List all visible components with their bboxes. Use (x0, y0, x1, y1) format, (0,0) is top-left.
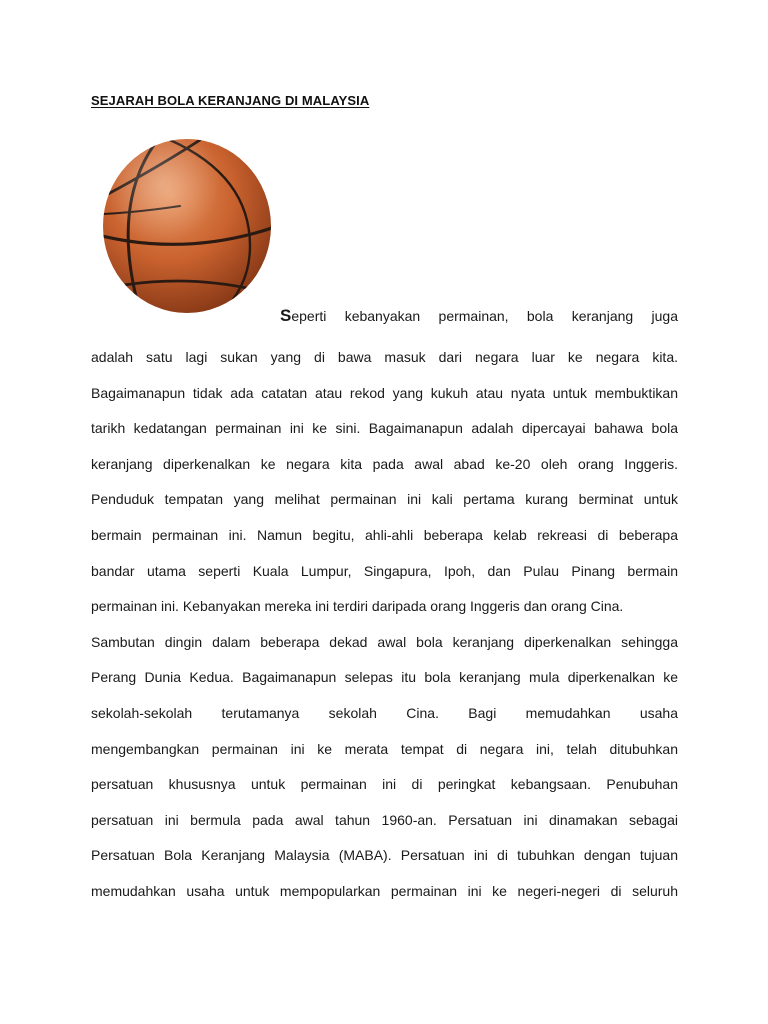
first-line-text: eperti kebanyakan permainan, bola keranjang juga (291, 308, 678, 324)
text-line: mengembangkan permainan ini ke merata tempat di negara ini, telah ditubuhkan (91, 740, 678, 757)
text-line: Sambutan dingin dalam beberapa dekad awal bola keranjang diperkenalkan sehingga (91, 633, 678, 650)
page-title: SEJARAH BOLA KERANJANG DI MALAYSIA (91, 93, 370, 108)
text-line: sekolah-sekolah terutamanya sekolah Cina. Bagi memudahkan usaha (91, 704, 678, 721)
text-line: bermain permainan ini. Namun begitu, ahli-ahli beberapa kelab rekreasi di beberapa (91, 526, 678, 543)
first-paragraph-line (280, 305, 678, 327)
text-line: persatuan ini bermula pada awal tahun 1960-an. Persatuan ini dinamakan sebagai (91, 811, 678, 828)
text-line: tarikh kedatangan permainan ini ke sini. Bagaimanapun adalah dipercayai bahawa bola (91, 420, 678, 437)
drop-cap: S (280, 306, 292, 325)
body-text (91, 340, 678, 910)
text-line: permainan ini. Kebanyakan mereka ini terdiri daripada orang Inggeris dan orang Cina. (91, 598, 624, 615)
text-line: Perang Dunia Kedua. Bagaimanapun selepas itu bola keranjang mula diperkenalkan ke (91, 669, 678, 686)
text-line: Bagaimanapun tidak ada catatan atau rekod yang kukuh atau nyata untuk membuktikan (91, 384, 678, 401)
text-line: keranjang diperkenalkan ke negara kita pada awal abad ke-20 oleh orang Inggeris. (91, 455, 678, 472)
text-line: adalah satu lagi sukan yang di bawa masuk dari negara luar ke negara kita. (91, 349, 678, 365)
text-line: memudahkan usaha untuk mempopularkan permainan ini ke negeri-negeri di seluruh (91, 882, 678, 899)
text-line: persatuan khususnya untuk permainan ini di peringkat kebangsaan. Penubuhan (91, 776, 678, 793)
text-line: bandar utama seperti Kuala Lumpur, Singapura, Ipoh, dan Pulau Pinang bermain (91, 562, 678, 579)
basketball-icon (100, 136, 274, 316)
text-line: Persatuan Bola Keranjang Malaysia (MABA). Persatuan ini di tubuhkan dengan tujuan (91, 847, 678, 864)
text-line: Penduduk tempatan yang melihat permainan ini kali pertama kurang berminat untuk (91, 491, 678, 508)
